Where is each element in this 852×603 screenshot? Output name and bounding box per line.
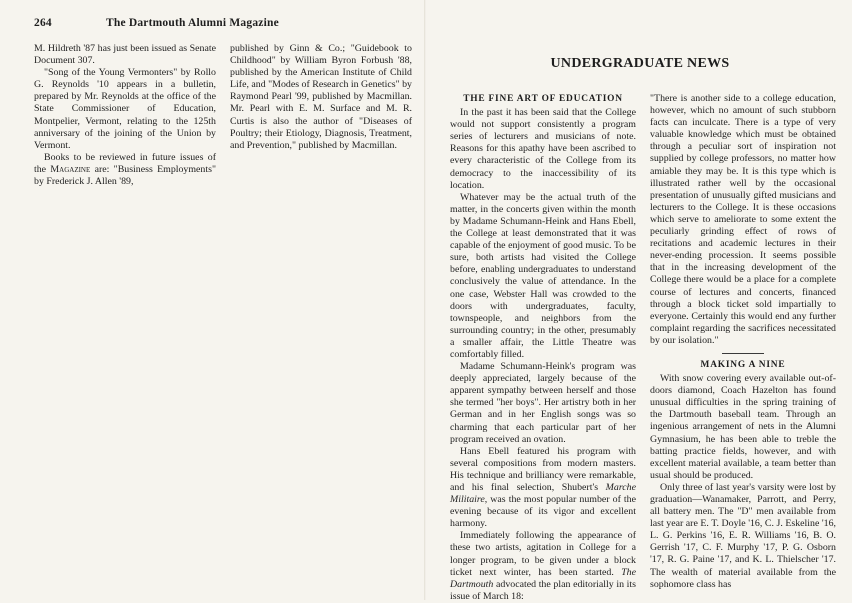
paragraph: published by Ginn & Co.; "Guidebook to Childhood" by William Byron Forbush '88, published by the American Institute of Child Life, and "Modes of Research in Genetics" by Raymond Pearl '99, published by Macmillan. Mr. Pearl with E. M. Surface and M. R. Curtis is also the author of "Diseases of Poultry; their Etiology, Diagnosis, Treatment, and Prevention," published by Macmillan. <box>230 43 412 151</box>
section-title: UNDERGRADUATE NEWS <box>550 56 730 71</box>
text-run: advocated the plan editorially in its issue of March 18: <box>450 578 636 602</box>
page-number: 264 <box>34 17 52 29</box>
left-column-2 <box>230 43 412 152</box>
quotation-paragraph: "There is another side to a college education, however, which no amount of such stubborn facts can inculcate. There is a type of very valuable knowledge which must be obtained through a peculiar sort of inspiration not supplied by college professors, no matter how amiable they may be. It is this type which is illustrated rather well by the occasional presentation of unusually gifted musicians and lecturers to the College. It is these occasions which serve to ameliorate to some extent the peculiarly grinding effect of rows of recitations and academic lectures in their never-ending procession. It seems possible that in the increasing development of the College there would be a place for a complete course of lectures and concerts, financed through a block ticket sold impartially to everyone. Certainly this would end any further complaint regarding the sacrifices necessitated by our isolation." <box>650 93 836 346</box>
paragraph: M. Hildreth '87 has just been issued as Senate Document 307. <box>34 43 216 67</box>
right-column-1 <box>450 93 636 603</box>
paragraph: "Song of the Young Vermonters" by Rollo G. Reynolds '10 appears in a bulletin, prepared by Mr. Reynolds at the office of the State Commissioner of Education, Montpelier, Vermont, relating to the 125th anniversary of the joining of the Union by Vermont. <box>34 67 216 151</box>
text-run: are: "Business Employments" by Frederick J. Allen '89, <box>34 163 216 188</box>
article-heading: THE FINE ART OF EDUCATION <box>463 94 623 104</box>
paragraph: With snow covering every available out-of-doors diamond, Coach Hazelton has found unusual difficulties in the spring training of the Dartmouth baseball team. Through an ingenious arrangement of nets in the Alumni Gymnasium, he has been able to treble the batting practice fields, however, and with excellent material available, a team better than usual should be produced. <box>650 373 836 481</box>
section-divider <box>722 353 764 354</box>
paragraph: In the past it has been said that the College would not support consistently a program series of lecturers and musicians of note. Reasons for this apathy have been ascribed to every characteristic of the College from its democracy to the inaccessibility of its location. <box>450 107 636 191</box>
article-heading: MAKING A NINE <box>700 359 786 370</box>
paragraph <box>34 152 216 188</box>
italic-title: Marche Militaire <box>450 482 636 506</box>
paragraph <box>450 446 636 531</box>
left-page-header <box>34 17 414 29</box>
text-run: Books to be reviewed in future issues of the <box>34 151 216 175</box>
left-column-1 <box>34 43 216 188</box>
italic-title: The Dartmouth <box>450 566 636 590</box>
text-run: Immediately following the appearance of these two artists, agitation in College for a longer program, to be given under a block ticket next winter, has been started. <box>450 530 636 578</box>
paragraph: Whatever may be the actual truth of the matter, in the concerts given within the month by Madame Schumann-Heink and Hans Ebell, the College at least demonstrated that it was capable of the enjoyment of good music. To be sure, both artists had visited the College before, enabling undergraduates to understand conclusively the value of attendance. In the one case, Webster Hall was crowded to the doors with undergraduates, faculty, townspeople, and neighbors from the surrounding country; in the other, presumably a smaller affair, the Little Theatre was comfortably filled. <box>450 191 636 360</box>
running-title: The Dartmouth Alumni Magazine <box>106 17 279 29</box>
magazine-name: Magazine <box>50 163 91 175</box>
paragraph: Madame Schumann-Heink's program was deeply appreciated, largely because of the apparent sympathy between herself and those she termed "her boys". Her artistry both in her German and in her English songs was so charming that each particular part of her program received an ovation. <box>450 361 636 445</box>
paragraph: Only three of last year's varsity were lost by graduation—Wanamaker, Parrott, and Perry, all battery men. The "D" men available from last year are E. T. Doyle '16, C. J. Eskeline '16, L. G. Perkins '16, E. R. Williams '16, B. O. Gerrish '17, C. F. Murphy '17, P. G. Osborn '17, R. G. Paine '17, and K. L. Thielscher '17. The wealth of material available from the sophomore class has <box>650 481 836 590</box>
text-run: Hans Ebell featured his program with several compositions from modern masters. His technique and brilliancy were remarkable, and his final selection, Shubert's <box>450 445 636 493</box>
paragraph <box>450 530 636 603</box>
right-column-2 <box>650 93 836 591</box>
text-run: , was the most popular number of the evening because of its vigor and excellent harmony. <box>450 494 636 530</box>
